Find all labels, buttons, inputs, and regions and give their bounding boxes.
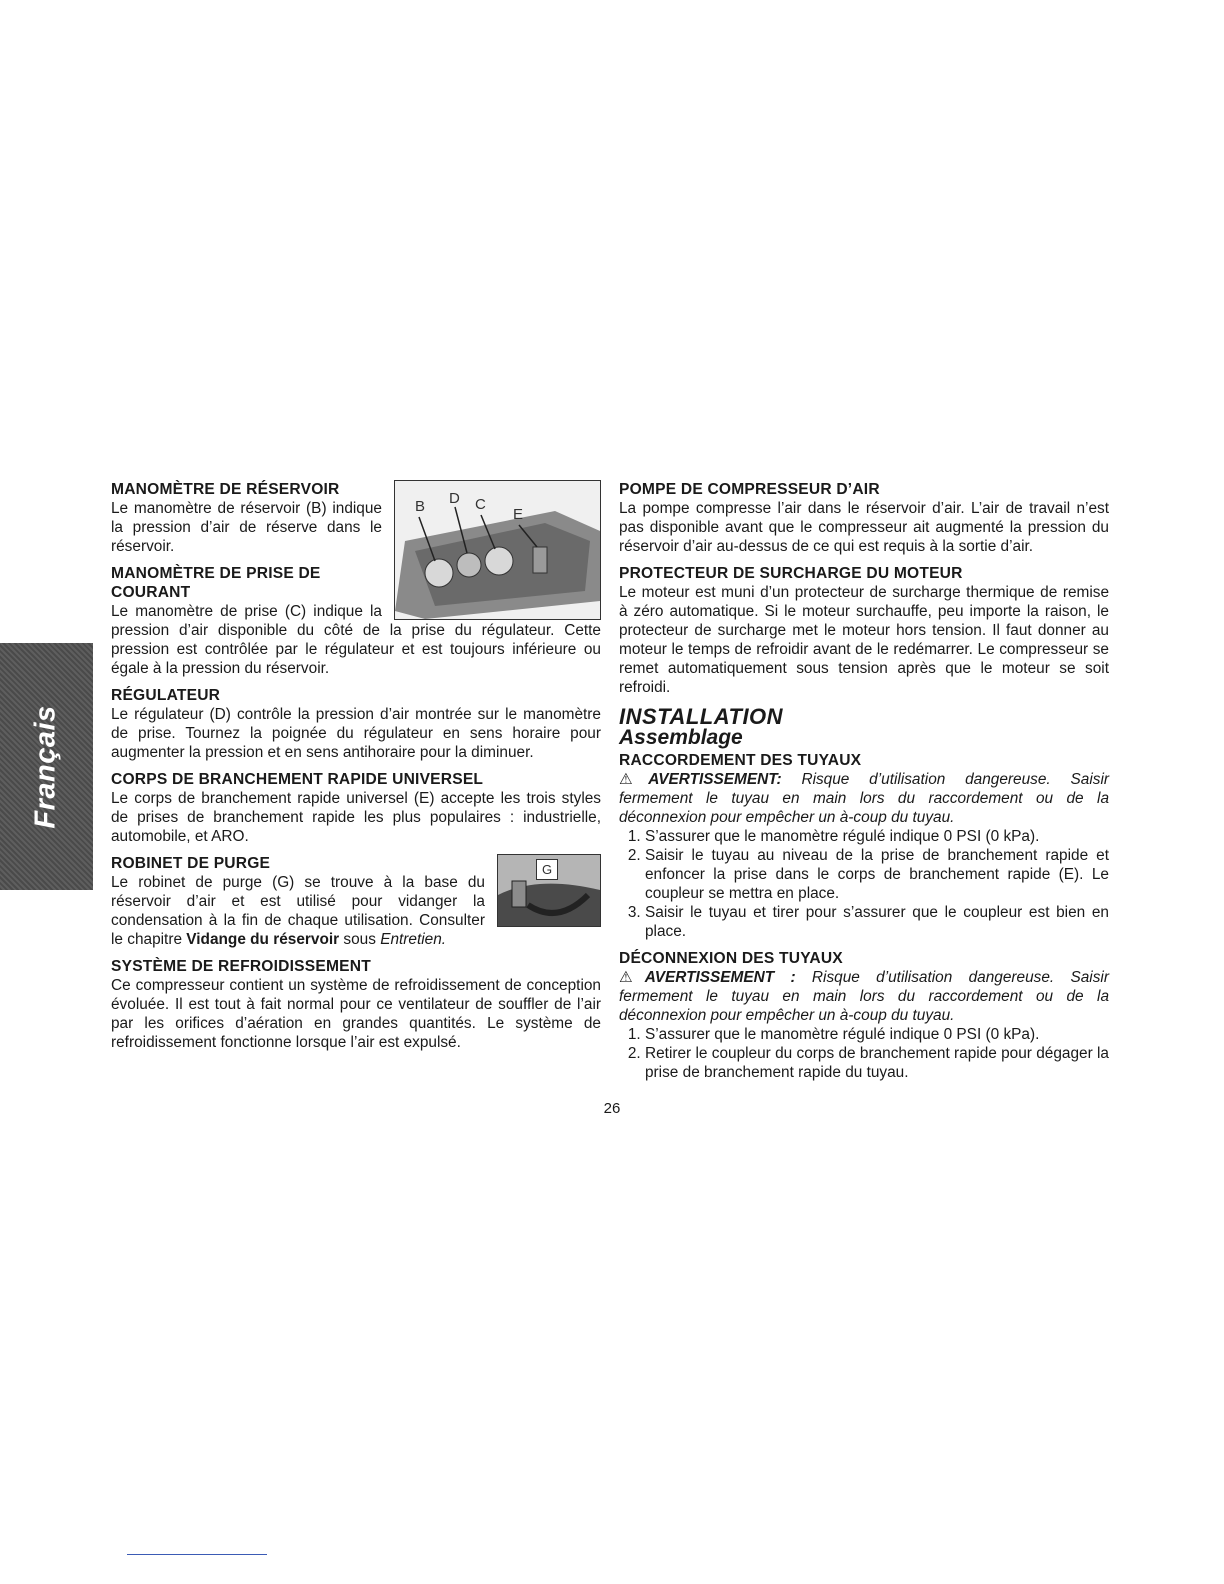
hose-disconnection-steps — [619, 1025, 1109, 1082]
hose-connection-steps — [619, 827, 1109, 941]
figure-label-e: E — [513, 506, 524, 523]
section-body-regulator: Le régulateur (D) contrôle la pression d’air montrée sur le manomètre de prise. Tournez la poignée du régulateur en sens horaire pour augmenter la pression et en sens antihoraire pour la diminuer. — [111, 706, 601, 761]
section-heading-quick-connect: CORPS DE BRANCHEMENT RAPIDE UNIVERSEL — [111, 771, 484, 788]
section-body-quick-connect: Le corps de branchement rapide universel (E) accepte les trois styles de prises de branchement rapide les plus populaires : industrielle, automobile, et ARO. — [111, 790, 601, 845]
warning-hose-disconnection — [619, 968, 1109, 1025]
language-tab-label: Français — [29, 705, 62, 829]
section-heading-regulator: RÉGULATEUR — [111, 687, 221, 704]
section-heading-hose-disconnection: DÉCONNEXION DES TUYAUX — [619, 950, 843, 967]
assemblage-heading: Assemblage — [619, 726, 743, 749]
figure-label-d: D — [449, 490, 460, 507]
section-body-tank-gauge: Le manomètre de réservoir (B) indique la pression d’air de réserve dans le réservoir. — [111, 500, 382, 555]
warning-icon: ⚠ — [619, 771, 649, 788]
list-item: 2. Retirer le coupleur du corps de branchement rapide pour dégager la prise de branchement rapide du tuyau. — [645, 1044, 1109, 1082]
gauge-panel-figure — [394, 480, 601, 620]
section-heading-tank-gauge: MANOMÈTRE DE RÉSERVOIR — [111, 481, 340, 498]
figure-label-c: C — [475, 496, 486, 513]
section-heading-outlet-gauge: MANOMÈTRE DE PRISE DE COURANT — [111, 565, 321, 601]
section-heading-air-pump: POMPE DE COMPRESSEUR D’AIR — [619, 481, 880, 498]
installation-heading: INSTALLATION — [619, 704, 784, 729]
section-body-cooling-system: Ce compresseur contient un système de refroidissement de conception évoluée. Il est tout à fait normal pour ce ventilateur de souffler de l’air par les orifices d’aération en grandes quantités. Le système de refroidissement fonctionne lorsque l’air est expulsé. — [111, 977, 601, 1051]
warning-hose-connection — [619, 770, 1109, 827]
warning-label: AVERTISSEMENT: — [648, 771, 782, 788]
section-heading-cooling-system: SYSTÈME DE REFROIDISSEMENT — [111, 958, 371, 975]
bottom-rule — [127, 1554, 267, 1555]
figure-label-g: G — [536, 859, 558, 880]
right-column — [619, 480, 1109, 1082]
warning-text: Risque d’utilisation dangereuse. Saisir fermement le tuyau en main lors du raccordement ou de la déconnexion pour empêcher un à-coup du tuyau. — [619, 969, 1109, 1024]
section-body-outlet-gauge: Le manomètre de prise (C) indique la pression d’air disponible du côté de la prise du régulateur. Cette pression est contrôlée par le régulateur et est toujours inférieure ou égale à la pression du réservoir. — [111, 603, 601, 677]
section-body-overload-protector: Le moteur est muni d’un protecteur de surcharge thermique de remise à zéro automatique. Si le moteur surchauffe, peu importe la raison, le protecteur de surcharge met le moteur hors tension. Il faut donner au moteur le temps de refroidir avant de le redémarrer. Le compresseur se remet automatiquement sous tension après que le moteur se soit refroidi. — [619, 584, 1109, 696]
maintenance-reference: Entretien. — [380, 931, 447, 948]
language-side-tab — [0, 643, 93, 890]
figure-label-b: B — [415, 498, 426, 515]
warning-text: Risque d’utilisation dangereuse. Saisir fermement le tuyau en main lors du raccordement ou de la déconnexion pour empêcher un à-coup du tuyau. — [619, 771, 1109, 826]
list-item: 1. S’assurer que le manomètre régulé indique 0 PSI (0 kPa). — [645, 827, 1109, 846]
section-heading-hose-connection: RACCORDEMENT DES TUYAUX — [619, 752, 862, 769]
section-heading-overload-protector: PROTECTEUR DE SURCHARGE DU MOTEUR — [619, 565, 963, 582]
list-item: 2. Saisir le tuyau au niveau de la prise de branchement rapide et enfoncer la prise dans le corps de branchement rapide (E). Le coupleur se mettra en place. — [645, 846, 1109, 903]
drain-valve-text: Le robinet de purge (G) se trouve à la base du réservoir d’air et est utilisé pour vidanger la condensation à la fin de chaque utilisation. Consulter le chapitre — [111, 874, 485, 948]
page-number: 26 — [603, 1100, 621, 1117]
list-item: 3. Saisir le tuyau et tirer pour s’assurer que le coupleur est bien en place. — [645, 903, 1109, 941]
drain-valve-figure — [497, 854, 601, 927]
section-heading-drain-valve: ROBINET DE PURGE — [111, 855, 271, 872]
list-item: 1. S’assurer que le manomètre régulé indique 0 PSI (0 kPa). — [645, 1025, 1109, 1044]
drain-valve-text-join: sous — [339, 931, 381, 948]
warning-label: AVERTISSEMENT : — [644, 969, 796, 986]
section-body-air-pump: La pompe compresse l’air dans le réservoir d’air. L’air de travail n’est pas disponible avant que le compresseur ait augmenté la pression du réservoir d’air au-dessus de ce qui est requis à la sortie d’air. — [619, 500, 1109, 555]
gauge-panel-illustration — [395, 481, 600, 619]
drain-tank-reference: Vidange du réservoir — [186, 931, 340, 948]
left-column — [111, 480, 601, 1052]
warning-icon: ⚠ — [619, 969, 645, 986]
